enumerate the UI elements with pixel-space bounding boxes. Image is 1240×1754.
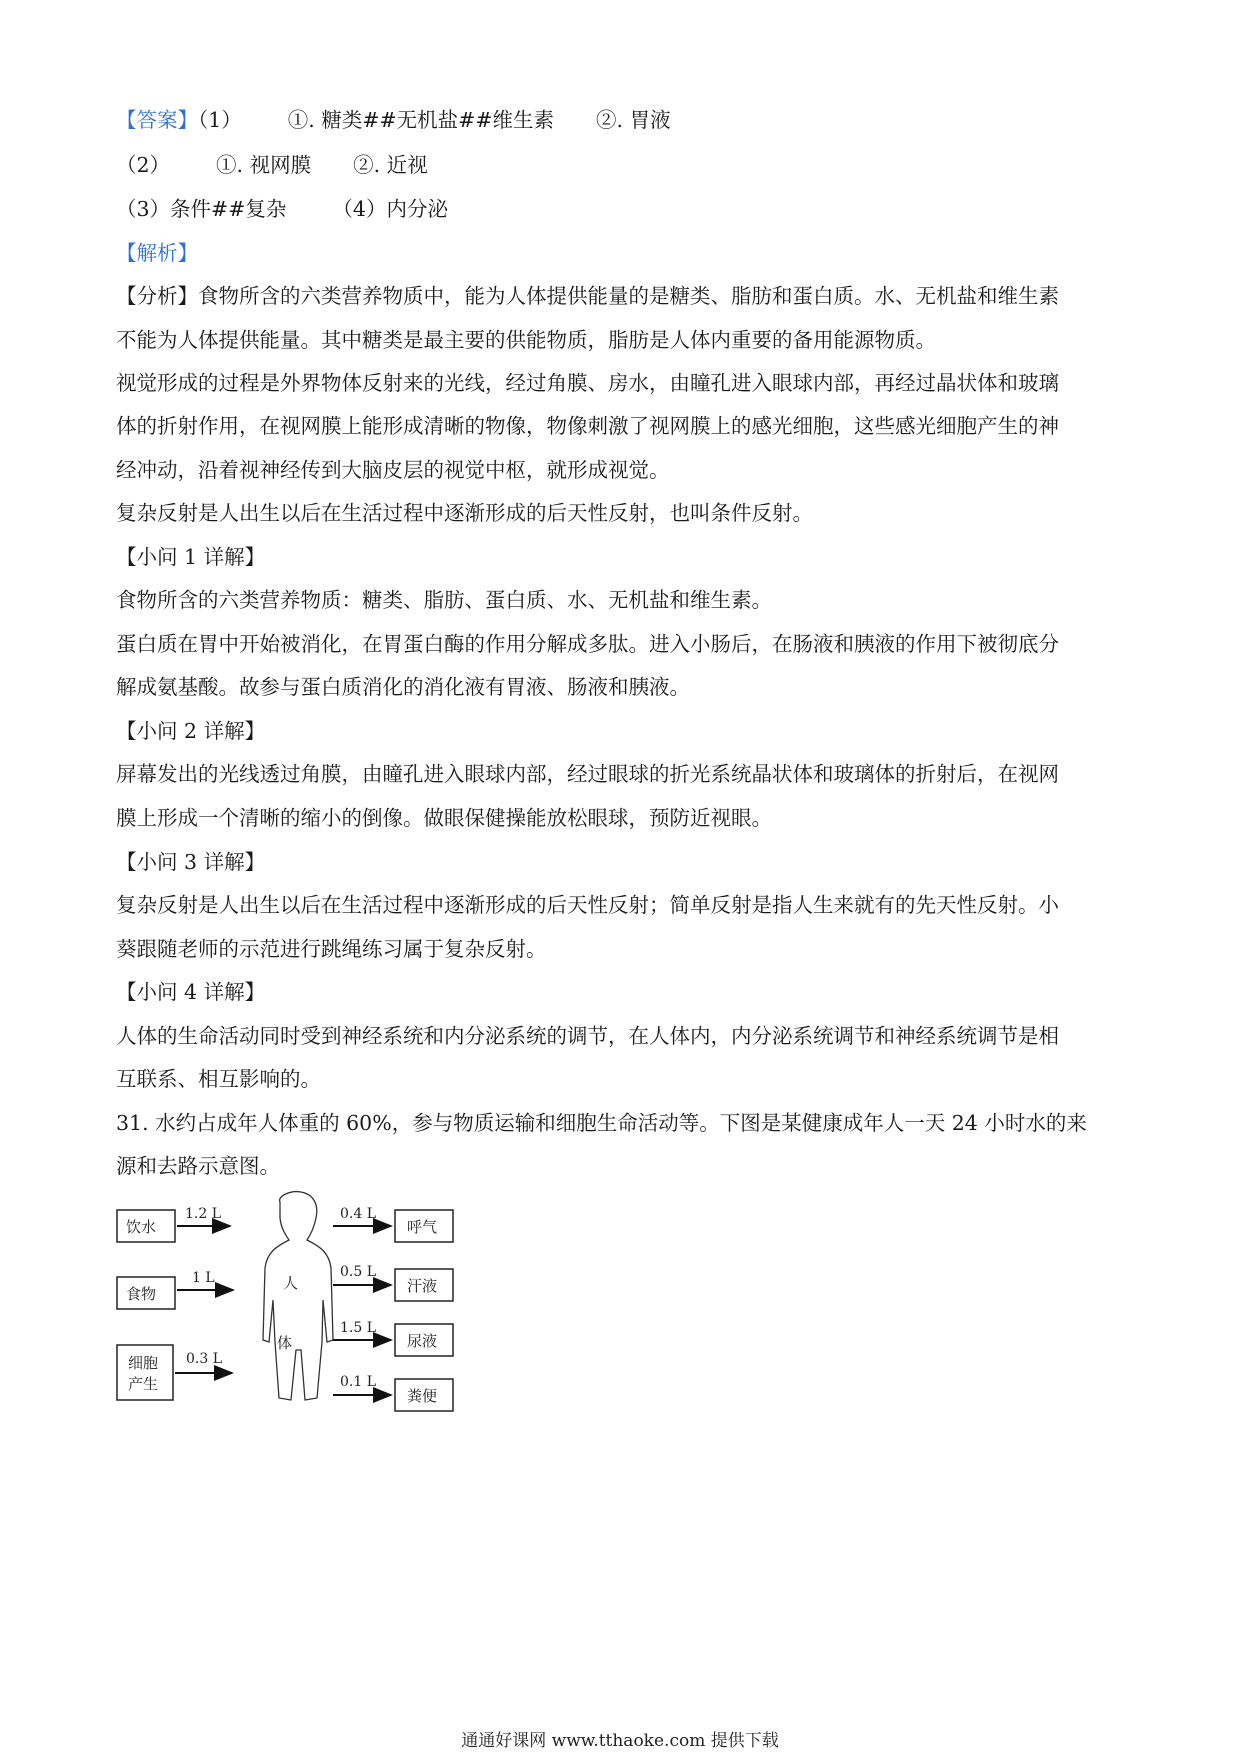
amount-drinking-water: 1.2 L [185,1206,222,1222]
analysis-line-8: 食物所含的六类营养物质：糖类、脂肪、蛋白质、水、无机盐和维生素。 [116,588,772,612]
analysis-line-10: 解成氨基酸。故参与蛋白质消化的消化液有胃液、肠液和胰液。 [116,675,690,699]
amount-food: 1 L [192,1270,215,1286]
answer-line-1 [116,105,1126,135]
answer-part-3: （3）条件##复杂 [116,197,287,221]
source-label-drinking-water: 饮水 [126,1218,157,1236]
section-heading-q3: 【小问 3 详解】 [116,850,266,874]
analysis-line-12: 屏幕发出的光线透过角膜，由瞳孔进入眼球内部，经过眼球的折光系统晶状体和玻璃体的折射后，在视网 [116,762,1059,786]
answer-part-1-item-1: ①. 糖类##无机盐##维生素 [287,108,555,132]
answer-line-2 [116,150,1126,180]
analysis-line-13: 膜上形成一个清晰的缩小的倒像。做眼保健操能放松眼球，预防近视眼。 [116,806,772,830]
output-label-exhale: 呼气 [407,1218,438,1236]
amount-sweat: 0.5 L [340,1264,377,1280]
body-label-top: 人 [283,1274,299,1292]
analysis-line-5: 经冲动，沿着视神经传到大脑皮层的视觉中枢，就形成视觉。 [116,458,670,482]
section-heading-q4: 【小问 4 详解】 [116,980,266,1004]
answer-part-2-label: （2） [116,153,171,177]
answer-line-3 [116,194,1126,224]
analysis-line-9: 蛋白质在胃中开始被消化，在胃蛋白酶的作用分解成多肽。进入小肠后，在肠液和胰液的作用下被彻底分 [116,632,1059,656]
human-body-outline [263,1192,333,1400]
answer-part-4: （4）内分泌 [332,197,448,221]
analysis-line-2: 不能为人体提供能量。其中糖类是最主要的供能物质，脂肪是人体内重要的备用能源物质。 [116,328,936,352]
analysis-line-15: 复杂反射是人出生以后在生活过程中逐渐形成的后天性反射；简单反射是指人生来就有的先天性反射。小 [116,893,1059,917]
question-31-line-2: 源和去路示意图。 [116,1154,280,1178]
amount-exhale: 0.4 L [340,1206,377,1222]
amount-feces: 0.1 L [340,1374,377,1390]
section-heading-q1: 【小问 1 详解】 [116,545,266,569]
source-label-food: 食物 [126,1285,157,1303]
analysis-line-18: 人体的生命活动同时受到神经系统和内分泌系统的调节，在人体内，内分泌系统调节和神经系统调节是相 [116,1024,1059,1048]
answer-part-2-item-2: ②. 近视 [353,153,428,177]
answer-part-2-item-1: ①. 视网膜 [216,153,312,177]
page-footer: 通通好课网 www.tthaoke.com 提供下载 [461,1731,779,1751]
analysis-line-6: 复杂反射是人出生以后在生活过程中逐渐形成的后天性反射，也叫条件反射。 [116,501,813,525]
water-balance-diagram [115,1190,515,1415]
question-31-line-1: 31. 水约占成年人体重的 60%，参与物质运输和细胞生命活动等。下图是某健康成年人一天 24 小时水的来 [116,1111,1087,1135]
analysis-line-1: 【分析】食物所含的六类营养物质中，能为人体提供能量的是糖类、脂肪和蛋白质。水、无机盐和维生素 [116,284,1059,308]
answer-part-1-label: （1） [198,108,242,132]
output-label-urine: 尿液 [407,1332,438,1350]
source-label-cell-line2: 产生 [128,1375,159,1393]
answer-tag: 【答案】 [116,108,198,132]
analysis-line-4: 体的折射作用，在视网膜上能形成清晰的物像，物像刺激了视网膜上的感光细胞，这些感光细胞产生的神 [116,414,1059,438]
analysis-line-16: 葵跟随老师的示范进行跳绳练习属于复杂反射。 [116,937,547,961]
amount-cell-production: 0.3 L [186,1351,223,1367]
analysis-line-19: 互联系、相互影响的。 [116,1067,321,1091]
output-label-sweat: 汗液 [407,1277,438,1295]
body-label-bottom: 体 [277,1334,293,1352]
analysis-line-3: 视觉形成的过程是外界物体反射来的光线，经过角膜、房水，由瞳孔进入眼球内部，再经过晶状体和玻璃 [116,371,1059,395]
output-label-feces: 粪便 [407,1387,438,1405]
answer-part-1-item-2: ②. 胃液 [596,108,671,132]
analysis-tag: 【解析】 [116,241,198,265]
source-label-cell-line1: 细胞 [128,1354,159,1372]
amount-urine: 1.5 L [340,1320,377,1336]
section-heading-q2: 【小问 2 详解】 [116,719,266,743]
